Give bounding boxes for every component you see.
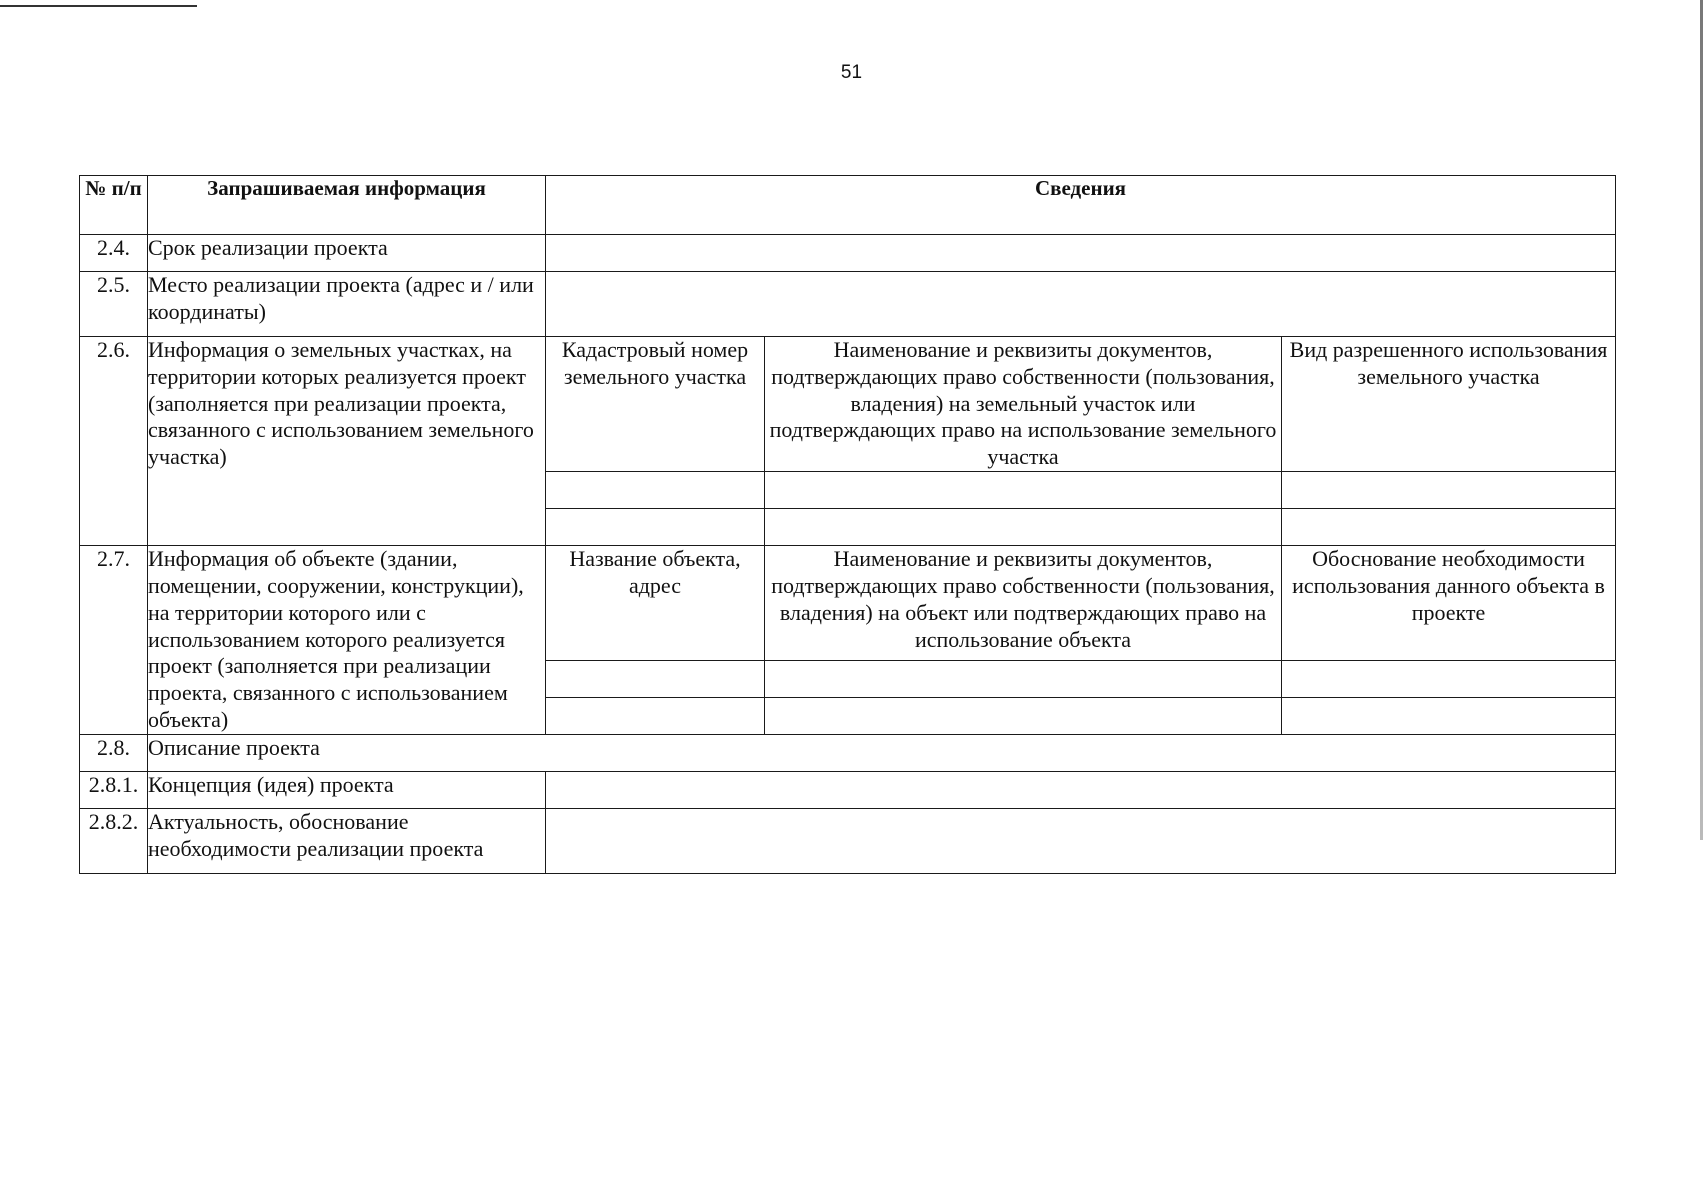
details-cell[interactable] [546, 697, 765, 734]
subheader-permitted-use: Вид разрешенного использования земельного участка [1282, 337, 1616, 472]
page-number: 51 [840, 62, 863, 83]
details-cell[interactable] [1282, 697, 1616, 734]
subheader-object-name: Название объекта, адрес [546, 546, 765, 661]
table-header-row [80, 176, 1616, 235]
row-label: Срок реализации проекта [148, 235, 546, 272]
scan-artifact-line [0, 5, 197, 7]
row-label: Место реализации проекта (адрес и / или координаты) [148, 272, 546, 337]
row-number: 2.8. [80, 734, 148, 771]
details-cell[interactable] [546, 808, 1616, 873]
row-number: 2.8.1. [80, 771, 148, 808]
row-label: Концепция (идея) проекта [148, 771, 546, 808]
row-number: 2.7. [80, 546, 148, 735]
details-cell[interactable] [765, 697, 1282, 734]
details-cell[interactable] [1282, 509, 1616, 546]
table-row-2-8-1 [80, 771, 1616, 808]
table-row-2-5 [80, 272, 1616, 337]
header-details: Сведения [546, 176, 1616, 235]
details-cell[interactable] [765, 472, 1282, 509]
subheader-land-documents: Наименование и реквизиты документов, подтверждающих право собственности (пользования, владения) на земельный участок или подтверждающих право на использование земельного участка [765, 337, 1282, 472]
details-cell[interactable] [1282, 472, 1616, 509]
details-cell[interactable] [546, 509, 765, 546]
row-label: Описание проекта [148, 734, 1616, 771]
details-cell[interactable] [546, 235, 1616, 272]
details-cell[interactable] [546, 660, 765, 697]
table-row-2-8-2 [80, 808, 1616, 873]
subheader-cadastral-number: Кадастровый номер земельного участка [546, 337, 765, 472]
table-row-2-8 [80, 734, 1616, 771]
subheader-object-justification: Обоснование необходимости использования данного объекта в проекте [1282, 546, 1616, 661]
request-form-table [79, 175, 1616, 874]
subheader-object-documents: Наименование и реквизиты документов, подтверждающих право собственности (пользования, владения) на объект или подтверждающих право на использование объекта [765, 546, 1282, 661]
row-number: 2.8.2. [80, 808, 148, 873]
row-label: Информация о земельных участках, на территории которых реализуется проект (заполняется при реализации проекта, связанного с использованием земельного участка) [148, 337, 546, 546]
row-label: Информация об объекте (здании, помещении, сооружении, конструкции), на территории которого или с использованием которого реализуется проект (заполняется при реализации проекта, связанного с использованием объекта) [148, 546, 546, 735]
row-number: 2.5. [80, 272, 148, 337]
details-cell[interactable] [765, 509, 1282, 546]
details-cell[interactable] [546, 472, 765, 509]
row-label: Актуальность, обоснование необходимости реализации проекта [148, 808, 546, 873]
table-row-2-7 [80, 546, 1616, 661]
table-row-2-4 [80, 235, 1616, 272]
table-row-2-6 [80, 337, 1616, 472]
details-cell[interactable] [765, 660, 1282, 697]
details-cell[interactable] [546, 272, 1616, 337]
row-number: 2.6. [80, 337, 148, 546]
header-num: № п/п [80, 176, 148, 235]
row-number: 2.4. [80, 235, 148, 272]
header-requested-info: Запрашиваемая информация [148, 176, 546, 235]
details-cell[interactable] [546, 771, 1616, 808]
details-cell[interactable] [1282, 660, 1616, 697]
